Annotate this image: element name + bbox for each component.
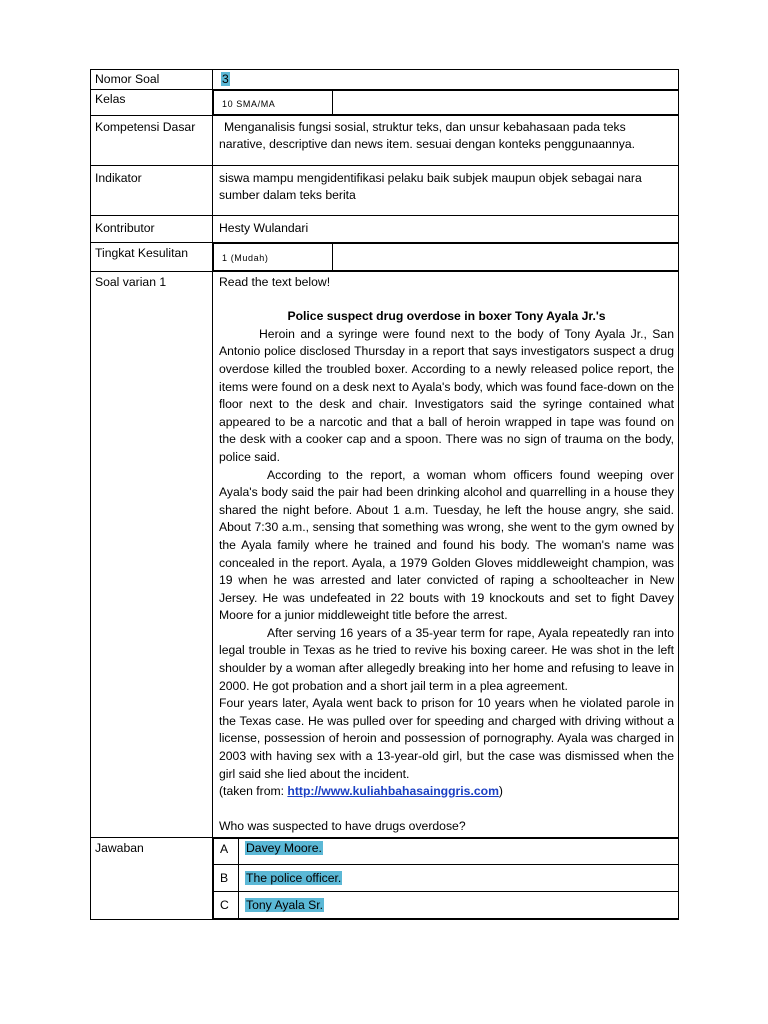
nomor-soal-value: 3 bbox=[222, 72, 229, 86]
label-kompetensi: Kompetensi Dasar bbox=[91, 115, 213, 165]
row-kompetensi bbox=[91, 115, 679, 165]
option-letter: A bbox=[214, 839, 239, 865]
row-jawaban bbox=[91, 838, 679, 920]
label-kelas: Kelas bbox=[91, 89, 213, 115]
option-letter: B bbox=[214, 865, 239, 892]
answer-option[interactable] bbox=[214, 865, 679, 892]
question-sheet bbox=[90, 69, 678, 920]
article-paragraph-1: Heroin and a syringe were found next to the body of Tony Ayala Jr., San Antonio police disclosed Thursday in a report that says investigators suspect a drug overdose killed the troubled boxer. According to a newly released police report, the items were found on a desk next to Ayala's body, which was found face-down on the floor next to the desk and chair. Investigators said the syringe contained what appeared to be a narcotic and that a ball of heroin wrapped in tape was found on the desk with a cooker cap and a spoon. There was no sign of trauma on the body, police said. bbox=[219, 326, 674, 464]
label-tingkat: Tingkat Kesulitan bbox=[91, 242, 213, 271]
kontributor-value: Hesty Wulandari bbox=[213, 215, 679, 242]
source-link[interactable]: http://www.kuliahbahasainggris.com bbox=[287, 784, 499, 799]
kompetensi-text: Menganalisis fungsi sosial, struktur teks, dan unsur kebahasaan pada teks narative, descriptive dan news item. sesuai dengan konteks penggunaannya. bbox=[219, 119, 635, 152]
article-paragraph-3: After serving 16 years of a 35-year term for rape, Ayala repeatedly ran into legal trouble in Texas as he tried to revive his boxing career. He was shot in the left shoulder by a woman after allegedly breaking into her home and refusing to leave in 2000. He got probation and a short jail term in a plea agreement. bbox=[219, 625, 674, 693]
article-paragraph-4: Four years later, Ayala went back to prison for 10 years when he violated parole in the Texas case. He was pulled over for speeding and charged with driving without a license, possession of heroin and possession of pornography. Ayala was charged in 2003 with having sex with a 13-year-old girl, but the case was dismissed when the girl said she lied about the incident. bbox=[219, 696, 674, 781]
label-indikator: Indikator bbox=[91, 165, 213, 215]
row-indikator bbox=[91, 165, 679, 215]
indikator-text: siswa mampu mengidentifikasi pelaku baik subjek maupun objek sebagai nara sumber dalam teks berita bbox=[219, 170, 642, 203]
question-text: Who was suspected to have drugs overdose? bbox=[219, 818, 466, 833]
option-letter: C bbox=[214, 892, 239, 919]
answer-option[interactable] bbox=[214, 892, 679, 919]
row-soal bbox=[91, 271, 679, 838]
soal-instruction: Read the text below! bbox=[219, 274, 331, 289]
article-source: (taken from: http://www.kuliahbahasainggris.com) bbox=[219, 784, 503, 799]
article-title: Police suspect drug overdose in boxer Tony Ayala Jr.'s bbox=[287, 309, 606, 324]
label-nomor-soal: Nomor Soal bbox=[91, 70, 213, 90]
kelas-value: 10 SMA/MA bbox=[222, 98, 276, 109]
row-kelas bbox=[91, 89, 679, 115]
question-table bbox=[90, 69, 679, 920]
option-text: The police officer. bbox=[246, 871, 342, 886]
label-kontributor: Kontributor bbox=[91, 215, 213, 242]
option-text: Davey Moore. bbox=[246, 841, 322, 856]
tingkat-value: 1 (Mudah) bbox=[222, 252, 269, 263]
kelas-empty-cell bbox=[333, 90, 679, 114]
answer-option[interactable] bbox=[214, 839, 679, 865]
tingkat-empty-cell bbox=[333, 243, 679, 270]
label-soal: Soal varian 1 bbox=[91, 271, 213, 838]
option-text: Tony Ayala Sr. bbox=[246, 898, 324, 913]
label-jawaban: Jawaban bbox=[91, 838, 213, 920]
row-tingkat bbox=[91, 242, 679, 271]
answer-options bbox=[213, 838, 678, 919]
row-kontributor bbox=[91, 215, 679, 242]
row-nomor-soal bbox=[91, 70, 679, 90]
article-paragraph-2: According to the report, a woman whom officers found weeping over Ayala's body said the pair had been drinking alcohol and quarrelling in a house they shared the night before. About 1 a.m. Tuesday, he left the house angry, she said. About 7:30 a.m., sensing that something was wrong, she went to the gym owned by the Ayala family where he trained and found his body. The woman's name was concealed in the report. Ayala, a 1979 Golden Gloves middleweight champion, was 19 when he was arrested and later convicted of raping a schoolteacher in New Jersey. He was undefeated in 22 bouts with 19 knockouts and set to fight Davey Moore for a junior middleweight title before the arrest. bbox=[219, 467, 674, 623]
